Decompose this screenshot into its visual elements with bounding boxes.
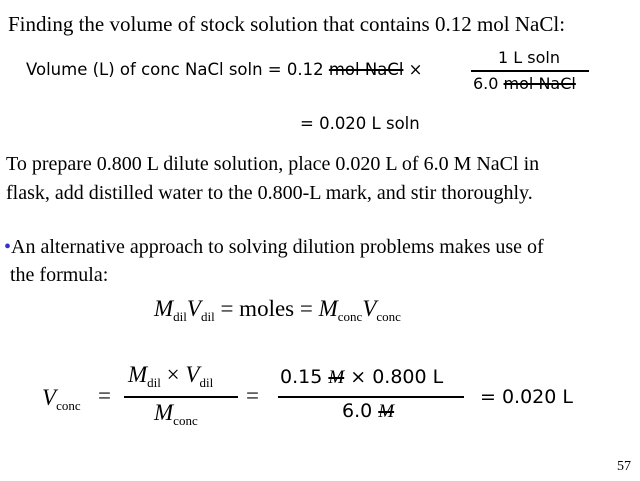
- num-value: 0.15: [280, 366, 323, 388]
- bullet-line-1: [4, 236, 544, 259]
- fraction2-bar: [278, 396, 464, 398]
- prepare-text-line-1: To prepare 0.800 L dilute solution, place 0.020 L of 6.0 M NaCl in: [6, 153, 540, 175]
- v-dil: $V_{dil}$: [186, 296, 215, 324]
- equals-sign-1: =: [98, 383, 111, 408]
- m-dil-num: $M_{dil}$: [128, 362, 161, 390]
- num-rest: × 0.800 L: [350, 366, 444, 388]
- struck-m-1: M: [328, 367, 345, 388]
- m-conc: $M_{conc}$: [318, 296, 363, 324]
- v-dil-num: $V_{dil}$: [185, 362, 214, 390]
- struck-m-2: M: [378, 401, 395, 422]
- times-sign: ×: [408, 60, 423, 79]
- bullet-text-1: An alternative approach to solving dilution problems makes use of: [11, 236, 544, 258]
- denominator-value: 6.0: [473, 74, 499, 93]
- fraction-bar: [471, 70, 589, 72]
- bullet-mark: •: [4, 236, 12, 258]
- page-number: 57: [617, 459, 631, 474]
- final-result: = 0.020 L: [480, 386, 573, 408]
- struck-mol-nacl-1: mol NaCl: [328, 60, 404, 79]
- volume-equation-lhs-text: Volume (L) of conc NaCl soln = 0.12: [26, 60, 324, 79]
- fraction1-bar: [124, 396, 238, 398]
- den-value: 6.0: [342, 400, 373, 422]
- m-dil: $M_{dil}$: [154, 296, 187, 324]
- bullet-line-2: the formula:: [10, 264, 109, 286]
- v-conc-lhs: $V_{conc}$: [42, 385, 81, 413]
- fraction-numerator: 1 L soln: [498, 48, 560, 67]
- v-conc: $V_{conc}$: [362, 296, 401, 324]
- equals-moles: = moles =: [220, 296, 313, 321]
- fraction2-denominator: [342, 400, 394, 423]
- equals-sign-2: =: [246, 383, 259, 408]
- fraction2-numerator: [280, 366, 443, 389]
- volume-equation-lhs: [26, 60, 423, 79]
- times-sign-2: ×: [166, 362, 180, 387]
- prepare-text-line-2: flask, add distilled water to the 0.800-L mark, and stir thoroughly.: [6, 182, 533, 204]
- m-conc-den: $M_{conc}$: [154, 400, 198, 428]
- fraction-denominator: [473, 74, 576, 93]
- dilution-formula: [154, 296, 401, 322]
- heading: Finding the volume of stock solution that contains 0.12 mol NaCl:: [8, 12, 566, 36]
- volume-result: = 0.020 L soln: [300, 114, 420, 133]
- fraction1-numerator: [128, 362, 213, 388]
- struck-mol-nacl-2: mol NaCl: [503, 74, 576, 93]
